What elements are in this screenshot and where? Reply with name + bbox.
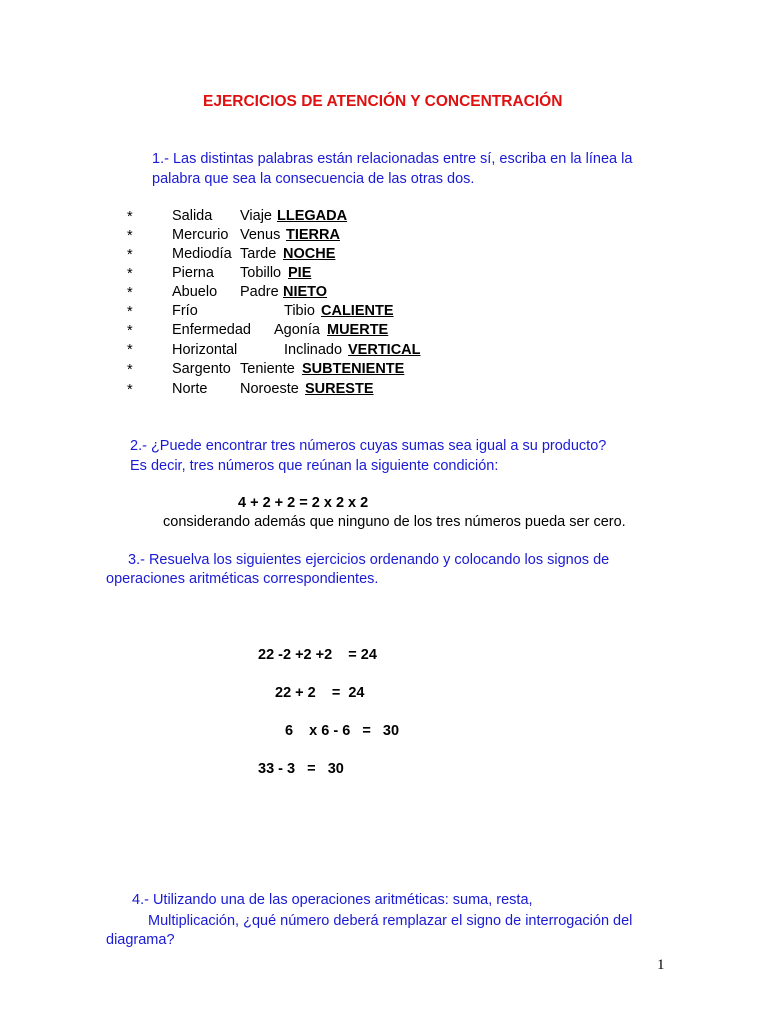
exercise4-question-line3: diagrama? [106,932,175,948]
word-list-item-answer: CALIENTE [321,303,394,319]
word-list-item-answer: SURESTE [305,381,374,397]
bullet: * [127,382,133,398]
bullet: * [127,228,133,244]
word-list-item-answer: VERTICAL [348,342,421,358]
word-list-item-word2: Viaje [240,208,272,224]
word-list-item-word2: Teniente [240,361,295,377]
exercise2-equation: 4 + 2 + 2 = 2 x 2 x 2 [238,495,369,511]
exercise2-question-line2: Es decir, tres números que reúnan la siguiente condición: [130,458,499,474]
bullet: * [127,304,133,320]
exercise3-instructions-line2: operaciones aritméticas correspondientes. [106,571,379,587]
exercise1-instructions-line2: palabra que sea la consecuencia de las otras dos. [152,171,475,187]
word-list-item-word2: Venus [240,227,281,243]
bullet: * [127,285,133,301]
exercise2-note: considerando además que ninguno de los tres números pueda ser cero. [163,514,626,530]
word-list-item-word1: Salida [172,208,213,224]
word-list-item-answer: MUERTE [327,322,389,338]
word-list-item-word1: Enfermedad [172,322,251,338]
exercise1-instructions-line1: 1.- Las distintas palabras están relacionadas entre sí, escriba en la línea la [152,151,633,167]
exercise4-question-line1: 4.- Utilizando una de las operaciones aritméticas: suma, resta, [132,892,533,908]
exercise2-question-line1: 2.- ¿Puede encontrar tres números cuyas sumas sea igual a su producto? [130,438,607,454]
bullet: * [127,342,133,358]
word-list-item-word2: Tibio [284,303,315,319]
exercise3-equation-3: 6 x 6 - 6 = 30 [285,723,400,739]
word-list-item-word1: Sargento [172,361,231,377]
bullet: * [127,266,133,282]
bullet: * [127,362,133,378]
exercise3-instructions-line1: 3.- Resuelva los siguientes ejercicios ordenando y colocando los signos de [128,552,610,568]
exercise3-equation-2: 22 + 2 = 24 [275,685,365,701]
word-list-item-answer: NIETO [283,284,328,300]
word-list-item-word1: Pierna [172,265,214,281]
bullet: * [127,323,133,339]
bullet: * [127,209,133,225]
word-list-item-word2: Tobillo [240,265,282,281]
word-list-item-word1: Frío [172,303,198,319]
word-list-item-answer: NOCHE [283,246,336,262]
word-list-item-word2: Padre [240,284,279,300]
word-list-item-word1: Abuelo [172,284,218,300]
word-list-item-word1: Mercurio [172,227,229,243]
exercise4-question-line2: Multiplicación, ¿qué número deberá remplazar el signo de interrogación del [148,913,633,929]
document-title: EJERCICIOS DE ATENCIÓN Y CONCENTRACIÓN [203,93,563,110]
word-list-item-answer: SUBTENIENTE [302,361,405,377]
word-list-item-word2: Tarde [240,246,277,262]
word-list-item-word1: Horizontal [172,342,238,358]
exercise3-equation-4: 33 - 3 = 30 [258,761,344,777]
word-list-item-word1: Norte [172,381,208,397]
word-list-item-answer: TIERRA [286,227,340,243]
word-list-item-word1: Mediodía [172,246,232,262]
word-list-item-word2: Agonía [274,322,320,338]
word-list-item-answer: PIE [288,265,312,281]
word-list-item-word2: Inclinado [284,342,343,358]
page-number: 1 [657,957,665,973]
exercise3-equation-1: 22 -2 +2 +2 = 24 [258,647,377,663]
word-list-item-answer: LLEGADA [277,208,348,224]
bullet: * [127,247,133,263]
word-list-item-word2: Noroeste [240,381,299,397]
